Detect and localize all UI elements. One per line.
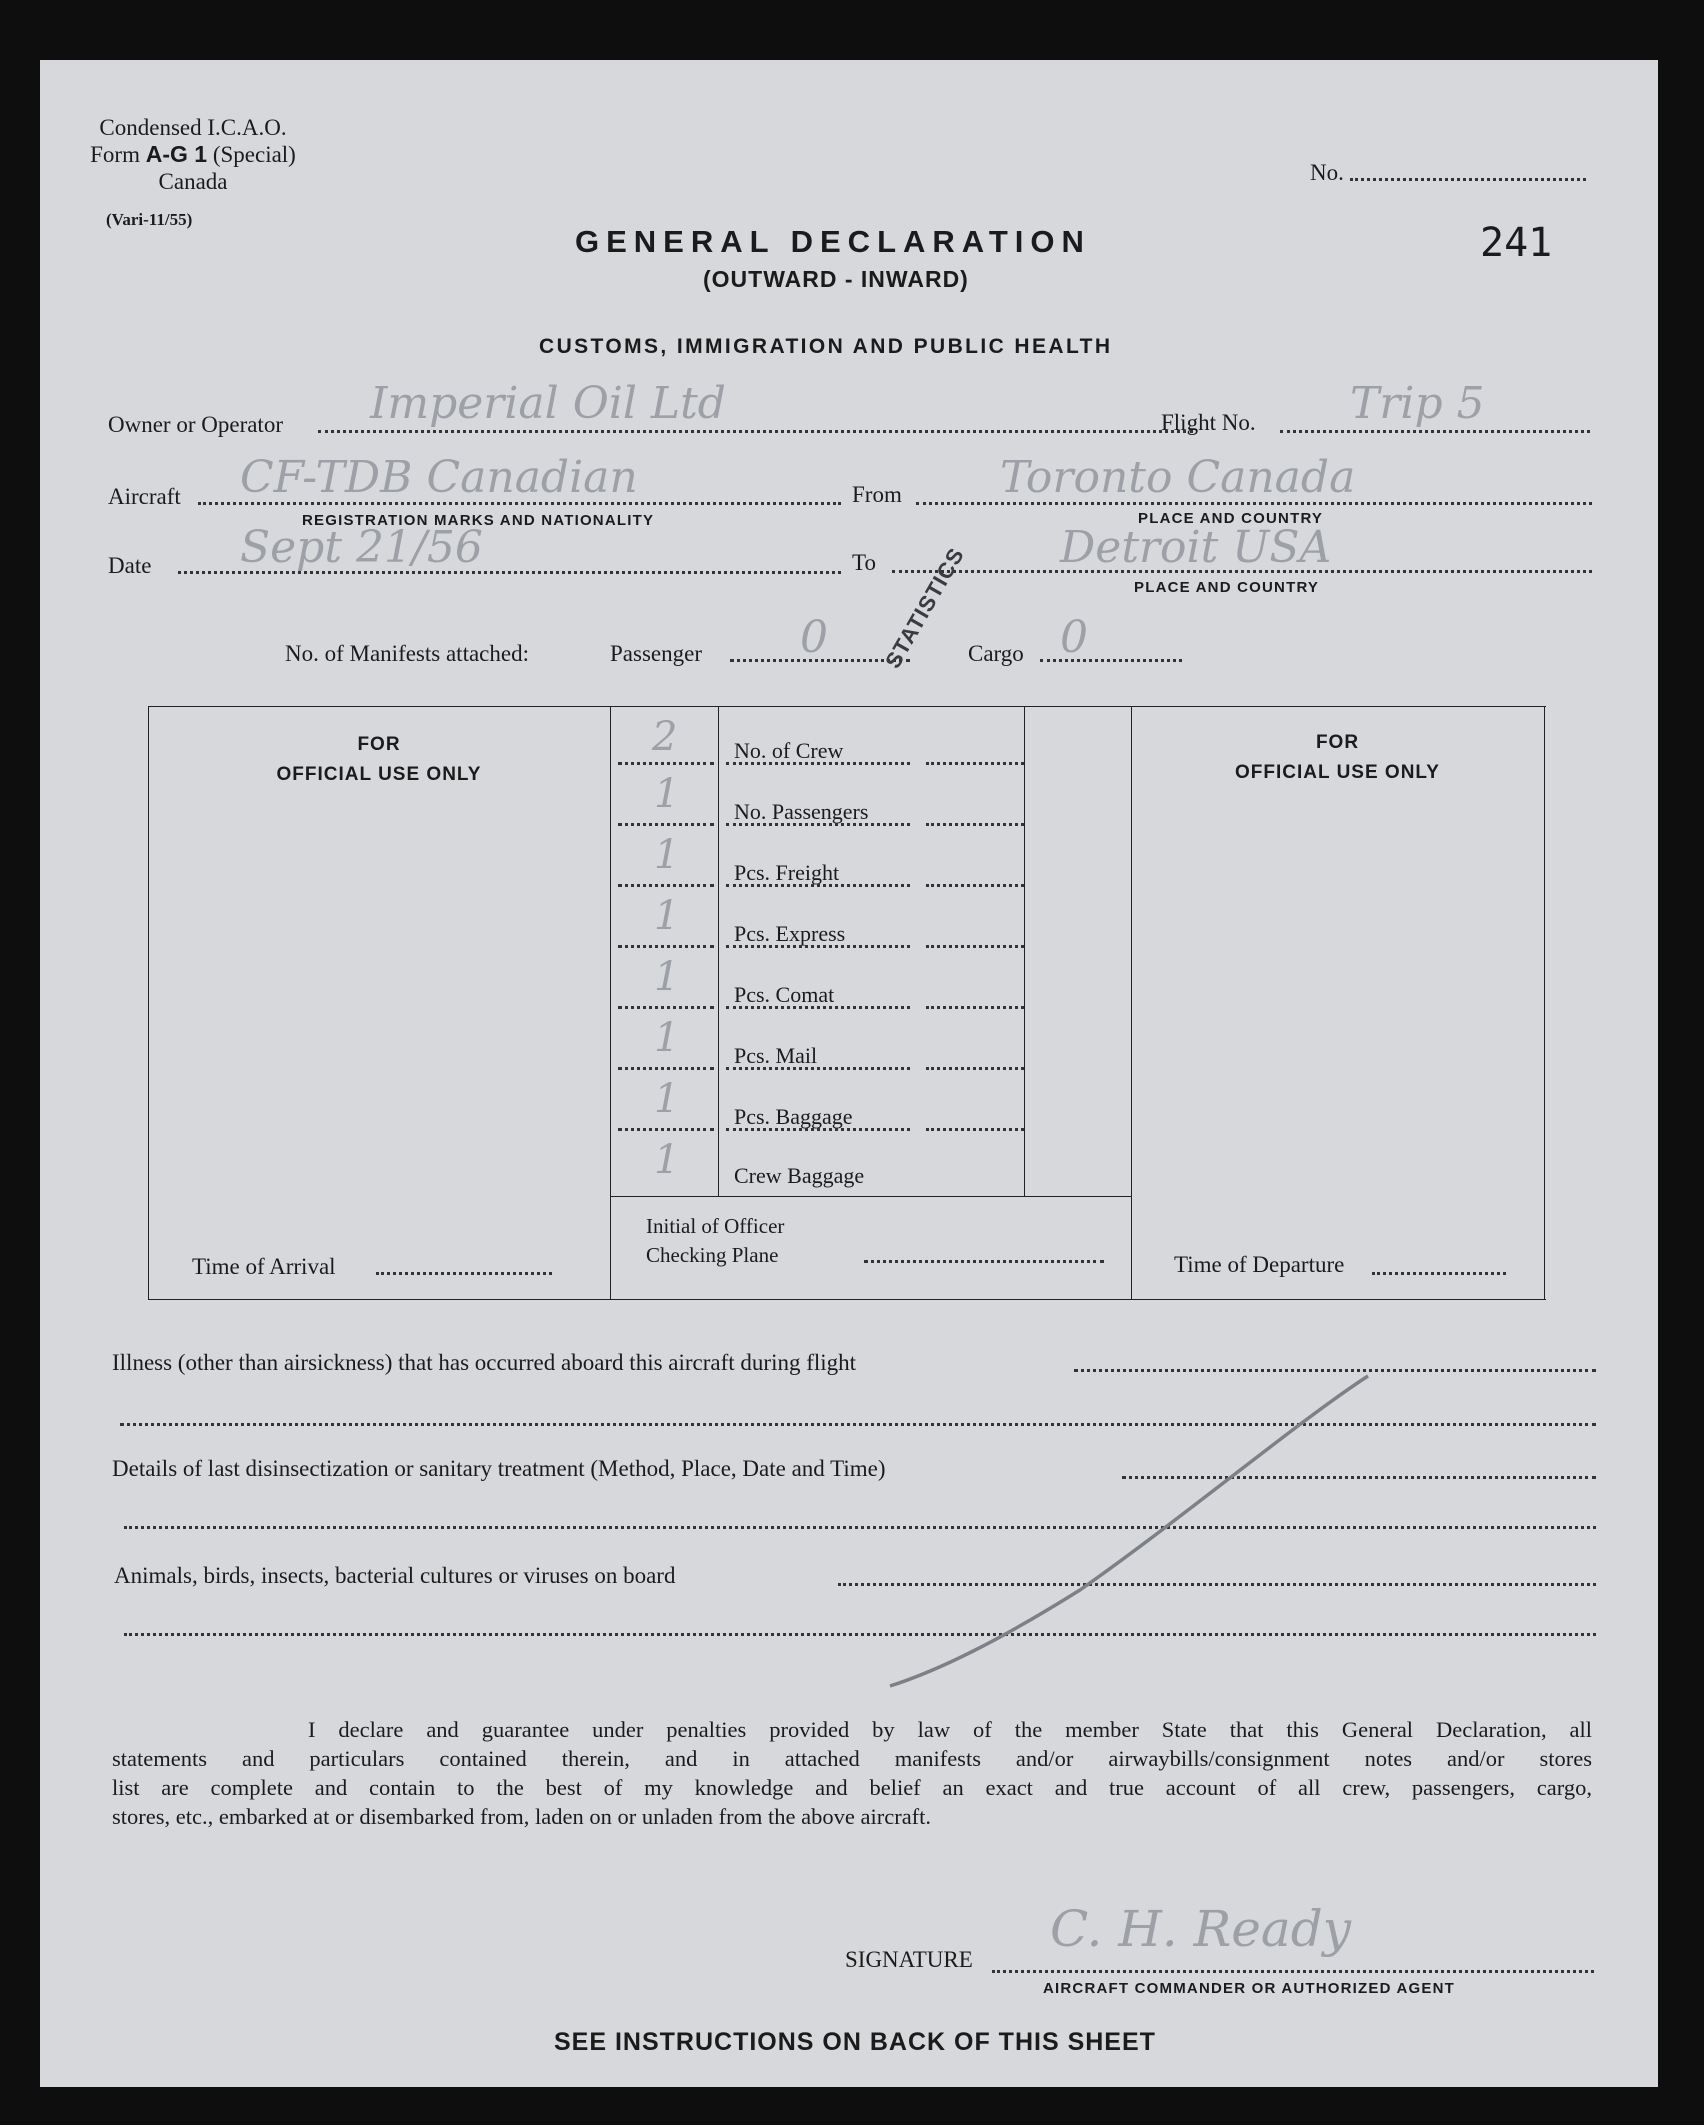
pencil-strike-through-mark [880,1370,1380,1690]
row-label: No. Passengers [734,799,869,824]
flight-no-value: Trip 5 [1350,378,1485,429]
official-use-table [148,706,1546,1300]
count-rows [610,706,1131,1196]
from-caption: PLACE AND COUNTRY [1138,510,1324,527]
row-value: 1 [654,1076,680,1122]
signature-value: C. H. Ready [1050,1900,1351,1958]
from-label: From [852,482,902,507]
row-value: 1 [654,954,680,1000]
row-label-line [726,945,910,948]
table-row [610,706,1131,767]
animals-label: Animals, birds, insects, bacterial cultures or viruses on board [114,1563,676,1588]
row-label: Pcs. Baggage [734,1104,853,1129]
declaration-line-2: statements and particulars contained therein, and in attached manifests and/or airwaybills/consignment notes and/or stores [112,1746,1592,1771]
owner-operator-field[interactable] [318,430,1193,433]
row-value-line[interactable] [618,945,714,948]
row-label: Pcs. Mail [734,1043,818,1068]
owner-operator-label: Owner or Operator [108,412,283,437]
disinsectization-label: Details of last disinsectization or sanitary treatment (Method, Place, Date and Time) [112,1456,886,1481]
right-official-heading: FOR OFFICIAL USE ONLY [1235,732,1440,783]
time-of-arrival-field[interactable] [376,1272,552,1275]
serial-number: 241 [1480,220,1553,266]
date-value: Sept 21/56 [240,522,483,573]
aircraft-caption: REGISTRATION MARKS AND NATIONALITY [302,512,655,529]
row-label-line [726,1006,910,1009]
form-subtitle: (OUTWARD - INWARD) [703,266,969,292]
row-value: 1 [654,832,680,878]
row-official-line[interactable] [926,1067,1024,1070]
row-official-line[interactable] [926,1128,1024,1131]
time-of-departure-label: Time of Departure [1174,1252,1345,1277]
row-official-line[interactable] [926,884,1024,887]
row-value: 1 [654,1137,680,1183]
form-code: A-G 1 [145,141,208,167]
aircraft-value: CF-TDB Canadian [240,452,638,503]
form-revision: (Vari-11/55) [106,210,193,229]
flight-no-field[interactable] [1280,430,1590,433]
row-label-line [726,1128,910,1131]
row-label-line [726,762,910,765]
row-official-line[interactable] [926,945,1024,948]
declaration-line-3: list are complete and contain to the best of my knowledge and belief an exact and true account of all crew, passengers, cargo, [112,1775,1592,1800]
illness-label: Illness (other than airsickness) that has occurred aboard this aircraft during flight [112,1350,857,1375]
row-value: 1 [654,893,680,939]
passenger-value: 0 [800,612,828,663]
aircraft-label: Aircraft [108,484,181,509]
number-field-line [1350,178,1586,181]
row-label: Pcs. Express [734,921,846,946]
flight-no-label: Flight No. [1161,410,1256,435]
row-official-line[interactable] [926,823,1024,826]
row-value: 2 [652,714,678,760]
table-row [610,767,1131,828]
manifests-label: No. of Manifests attached: [285,641,529,666]
row-label-line [726,884,910,887]
form-identification [78,114,308,195]
row-value-line[interactable] [618,1006,714,1009]
number-label: No. [1310,160,1344,185]
row-value-line[interactable] [618,884,714,887]
form-line-3: Canada [158,169,228,194]
table-row [610,1072,1131,1133]
signature-field[interactable] [992,1970,1594,1973]
left-official-heading: FOR OFFICIAL USE ONLY [276,734,482,785]
declaration-form-page [40,60,1658,2087]
row-value-line[interactable] [618,1128,714,1131]
row-label: Pcs. Freight [734,860,840,885]
row-official-line[interactable] [926,1006,1024,1009]
to-value: Detroit USA [1060,522,1332,573]
table-row [610,889,1131,950]
from-value: Toronto Canada [1000,452,1356,503]
table-row [610,1011,1131,1072]
row-official-line[interactable] [926,762,1024,765]
date-label: Date [108,553,152,578]
row-label-line [726,823,910,826]
table-row [610,1133,1131,1194]
time-of-departure-field[interactable] [1372,1272,1506,1275]
signature-caption: AIRCRAFT COMMANDER OR AUTHORIZED AGENT [1043,1980,1455,1997]
row-value-line[interactable] [618,1067,714,1070]
cargo-value: 0 [1060,612,1088,663]
row-label: No. of Crew [734,738,844,763]
officer-initial-label: Initial of Officer Checking Plane [646,1214,785,1267]
section-heading: CUSTOMS, IMMIGRATION AND PUBLIC HEALTH [539,335,1113,358]
row-value: 1 [654,771,680,817]
to-caption: PLACE AND COUNTRY [1134,579,1320,596]
form-line-2: Form A-G 1 (Special) [90,141,296,167]
passenger-label: Passenger [610,641,702,666]
row-label: Crew Baggage [734,1163,865,1188]
form-title: GENERAL DECLARATION [575,224,1091,259]
row-value: 1 [654,1015,680,1061]
signature-label: SIGNATURE [845,1947,973,1972]
row-label: Pcs. Comat [734,982,835,1007]
row-label-line [726,1067,910,1070]
to-label: To [852,550,876,575]
cargo-label: Cargo [968,641,1024,666]
row-value-line[interactable] [618,762,714,765]
officer-initial-field[interactable] [864,1260,1104,1263]
time-of-arrival-label: Time of Arrival [192,1254,336,1279]
row-value-line[interactable] [618,823,714,826]
declaration-line-1: I declare and guarantee under penalties provided by law of the member State that this General Declaration, all [308,1717,1592,1742]
instructions-footer: SEE INSTRUCTIONS ON BACK OF THIS SHEET [554,2028,1156,2056]
declaration-line-4: stores, etc., embarked at or disembarked from, laden on or unladen from the above aircraft. [112,1804,932,1829]
table-row [610,950,1131,1011]
declaration-text [112,1715,1592,1831]
owner-operator-value: Imperial Oil Ltd [370,378,726,429]
statistics-stamp: STATISTICS [880,543,970,673]
form-line-1: Condensed I.C.A.O. [99,115,287,140]
table-row [610,828,1131,889]
